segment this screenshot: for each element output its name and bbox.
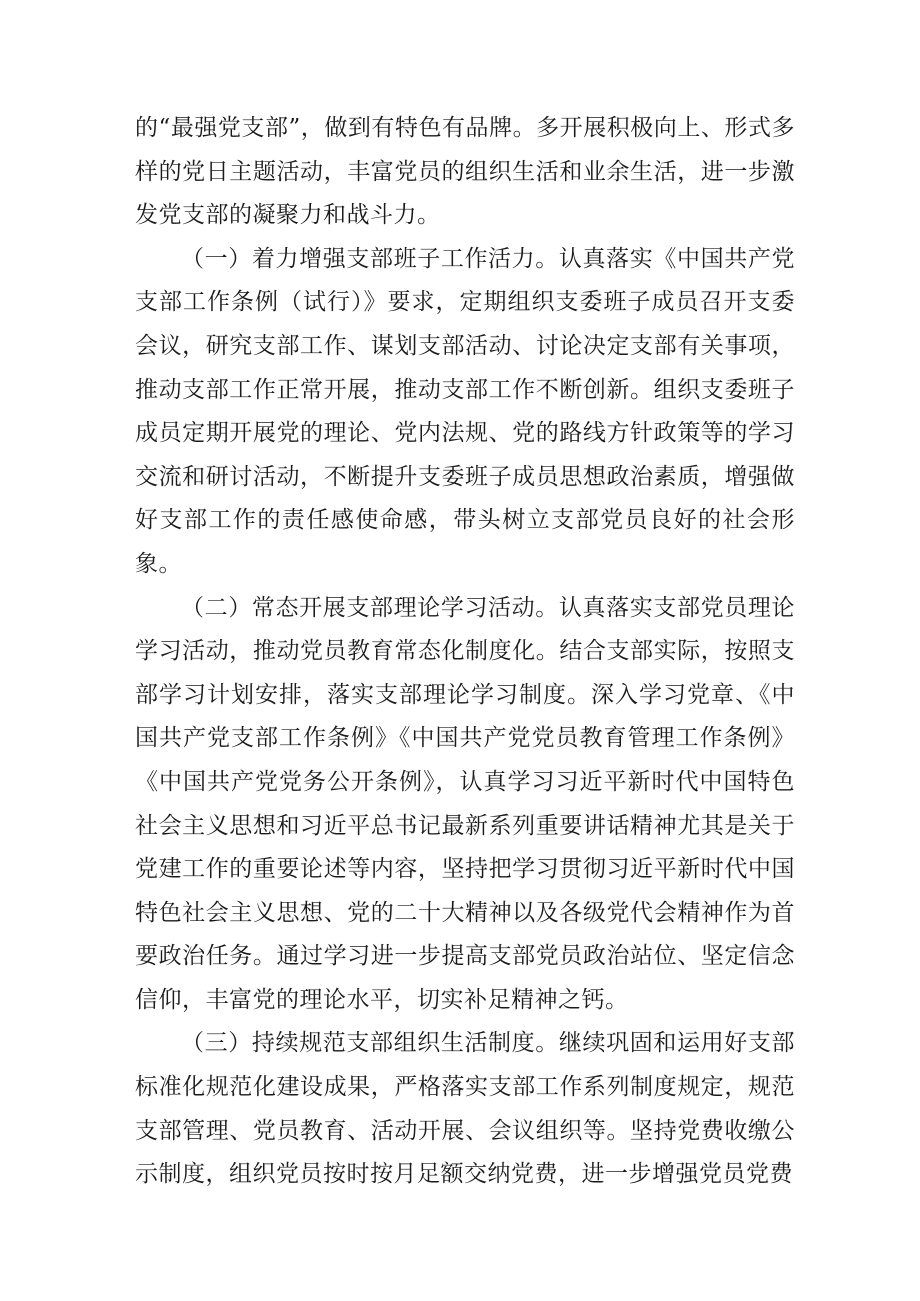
paragraph-section-one: （一）着力增强支部班子工作活力。认真落实《中国共产党支部工作条例（试行）》要求，定期组织支委班子成员召开支委会议，研究支部工作、谋划支部活动、讨论决定支部有关事项，推动支部工作正常开展，推动支部工作不断创新。组织支委班子成员定期开展党的理论、党内法规、党的路线方针政策等的学习交流和研讨活动，不断提升支委班子成员思想政治素质，增强做好支部工作的责任感使命感，带头树立支部党员良好的社会形象。 <box>135 245 795 577</box>
paragraph-section-three: （三）持续规范支部组织生活制度。继续巩固和运用好支部标准化规范化建设成果，严格落实支部工作系列制度规定，规范支部管理、党员教育、活动开展、会议组织等。坚持党费收缴公示制度，组织党员按时按月足额交纳党费，进一步增强党员党费 <box>135 1030 795 1188</box>
paragraph-continued: 的“最强党支部”，做到有特色有品牌。多开展积极向上、形式多样的党日主题活动，丰富党员的组织生活和业余生活，进一步激发党支部的凝聚力和战斗力。 <box>135 115 795 229</box>
document-body <box>135 107 795 1197</box>
paragraph-section-two: （二）常态开展支部理论学习活动。认真落实支部党员理论学习活动，推动党员教育常态化制度化。结合支部实际，按照支部学习计划安排，落实支部理论学习制度。深入学习党章、《中国共产党支部工作条例》《中国共产党党员教育管理工作条例》《中国共产党党务公开条例》，认真学习习近平新时代中国特色社会主义思想和习近平总书记最新系列重要讲话精神尤其是关于党建工作的重要论述等内容，坚持把学习贯彻习近平新时代中国特色社会主义思想、党的二十大精神以及各级党代会精神作为首要政治任务。通过学习进一步提高支部党员政治站位、坚定信念信仰，丰富党的理论水平，切实补足精神之钙。 <box>135 594 795 1013</box>
